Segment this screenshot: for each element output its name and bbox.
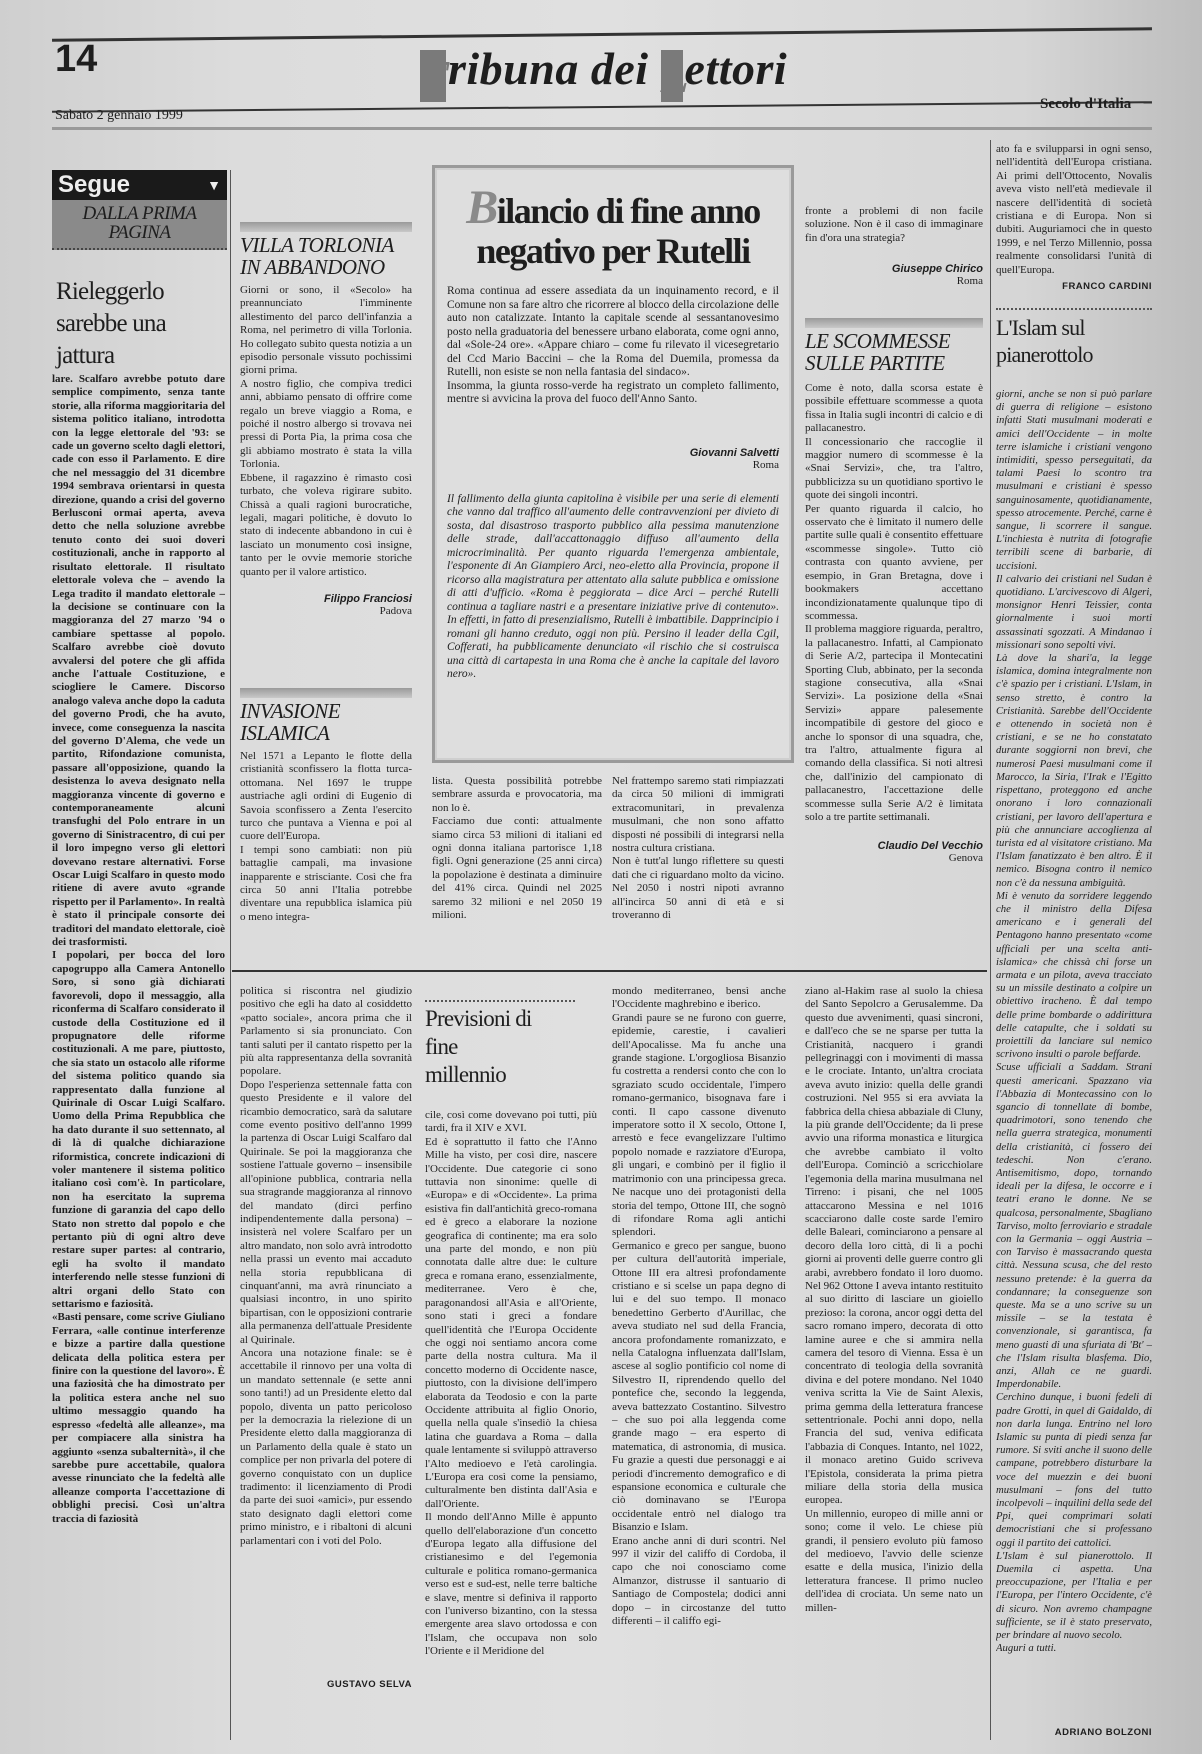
letter-body: Come è noto, dalla scorsa estate è possibile effettuare scommesse a quota fissa in Italia sugli incontri di calcio e di pallacanestro. Il concessionario che raccoglie il maggior numero di scommesse è la «Snai Servizi», che, tra l'altro, pubblicizza su un quotidiano sportivo le quote dei singoli incontri. Per quanto riguarda il calcio, ho osservato che è limitato il numero delle partite sulle quali è consentito effettuare «scommesse singole». Tutto ciò contrasta con quanto avviene, per esempio, in Gran Bretagna, dove i bookmakers accettano incondizionatamente qualunque tipo di scommessa. Il problema maggiore riguarda, peraltro, la pallacanestro. Infatti, al Campionato di Serie A/2, partecipa il Montecatini Sporting Club, abbinato, per la seconda stagione consecutiva, alla «Snai Servizi». La posizione della «Snai Servizi» appare palesemente incompatibile di gestore del gioco e anche lo sponsor di una squadra, che, tra l'altro, attualmente figura al comando della classifica. Si noti altresì che, dall'inizio del campionato di pallacanestro, l'accettazione delle scommesse sulla Serie A/2 è limitata solo a tre partite settimanali. bbox=[805, 382, 983, 823]
letter-body: Giorni or sono, il «Secolo» ha preannunciato l'imminente allestimento del parco dell'infanzia a Roma, nel perimetro di villa Torlonia. Ho collegato subito questa notizia a un episodio personale vissuto pochissimi giorni prima. A nostro figlio, che compiva tredici anni, abbiamo pensato di offrire come regalo un breve viaggio a Roma, e poiché il nostro albergo si trovava nei pressi di Porta Pia, la prima cosa che gli abbiamo mostrato è stata la villa Torlonia. Ebbene, il ragazzino è rimasto così turbato, che voleva rigirare subito. Chissà a quali ragioni burocratiche, legali, magari politiche, è dovuto lo stato di indecente abbandono in cui è lasciato un monumento così insigne, tanto per le ovvie memorie storiche quanto per il valore artistico. bbox=[240, 284, 412, 578]
letter-body: Nel 1571 a Lepanto le flotte della cristianità sconfissero la flotta turca-ottomana. Nel 1697 le truppe austriache agli ordini di Eugenio di Savoia sconfissero a Zenta l'esercito turco che puntava a Vienna e poi al cuore dell'Europa. I tempi sono cambiati: non più battaglie campali, ma invasione inapparente e strisciante. Così che fra circa 50 anni l'Italia potrebbe diventare una repubblica islamica più o meno integra- bbox=[240, 750, 412, 923]
headline-villa-torlonia: VILLA TORLONIA IN ABBANDONO bbox=[240, 233, 394, 279]
chirico-letter bbox=[805, 205, 983, 287]
title-part2: ettori bbox=[684, 43, 788, 94]
segue-subtitle: DALLA PRIMA PAGINA bbox=[52, 200, 227, 250]
villa-torlonia-letter bbox=[240, 222, 412, 617]
letter-signature: Filippo Franciosi bbox=[323, 592, 412, 605]
header-bottom-rule bbox=[52, 127, 1152, 130]
header-rule bbox=[52, 101, 1152, 113]
title-part1: ribuna dei bbox=[448, 43, 661, 94]
headline-invasione: INVASIONE ISLAMICA bbox=[240, 699, 341, 745]
headline-islam: L'Islam sul pianerottolo bbox=[996, 315, 1093, 367]
invasione-continued-1: lista. Questa possibilità potrebbe sembrare assurda e provocatoria, ma non lo è. Facciamo due conti: attualmente siamo circa 53 milioni di italiani ed ogni donna italiana partorisce 1,18 figli. Ogni generazione (25 anni circa) la popolazione è destinata a diminuire del 41% circa. Quindi nel 2025 saremo 32 milioni e nel 2050 19 milioni. bbox=[432, 775, 602, 922]
segue-box bbox=[52, 170, 227, 250]
author-signature: ADRIANO BOLZONI bbox=[1054, 1727, 1152, 1738]
title-initial-l: L bbox=[660, 51, 690, 102]
previsioni-col-2: mondo mediterraneo, bensì anche l'Occidente maghrebino e iberico. Grandi paure se ne furono con guerre, epidemie, carestie, i cavalieri dell'Apocalisse. Ma fu anche una grande stagione. L'orgogliosa Bisanzio fu costretta a rendersi conto che con lo sgraziato scudo occidentale, l'impero romano-germanico, bisognava fare i conti. Il capo cassone divenuto imperatore sotto il X secolo, Ottone I, arrestò e fece evangelizzare l'ultimo popolo nomade e razziatore d'Europa, gli ungari, e combinò per il figlio il matrimonio con una principessa greca. Ne nacque uno dei protagonisti della storia del tempo, Ottone III, che sognò di rifondare Roma agli antichi splendori. Germanico e greco per sangue, buono per cultura dell'autorità imperiale, Ottone III era altresì profondamente cristiano e si scelse un papa degno di lui e del suo tempo. Il monaco benedettino Gerberto d'Aurillac, che aveva studiato nel sud della Francia, ancora profondamente romanizzato, e nella Catalogna influenzata dall'Islam, ascese al soglio pontificio col nome di Silvestro II, riprendendo quello del pontefice che, secondo la leggenda, aveva battezzato Costantino. Silvestro – che suo poi alla leggenda come grande mago – era esperto di matematica, di astronomia, di musica. Fu grazie a questi due personaggi e ai periodi d'incremento demografico e di espansione economica e culturale che ciò dominavano se l'Europa occidentale entrò nel dialogo tra Bisanzio e Islam. Erano anche anni di duri scontri. Nel 997 il vizir del califfo di Cordoba, il capo che noi conosciamo come Almanzor, distrusse il santuario di Santiago de Compostela; dodici anni dopo – in circostanze del tutto differenti – il califfo egi- bbox=[612, 985, 786, 1628]
letter-place: Roma bbox=[752, 458, 779, 471]
issue-date: Sabato 2 gennaio 1999 bbox=[55, 108, 183, 123]
column-divider bbox=[230, 170, 231, 1740]
cardini-article-end bbox=[996, 143, 1152, 292]
article-rieleggerlo: lare. Scalfaro avrebbe potuto dare semplice compimento, senza tante storie, alla riforma maggioritaria del sistema politico italiano, introdotta con la legge elettorale del '93: se cade un governo scelto dagli elettori, cade con esso il Parlamento. E dire che nel messaggio del 31 dicembre 1994 sembrava orientarsi in questa direzione, quando a crisi del governo Berlusconi ormai aperta, aveva detto che nella soluzione avrebbe tenuto conto dei suoi doveri costituzionali, anche in rapporto al risultato elettorale. Il risultato elettorale voleva che – avendo la Lega tradito il mandato elettorale – la decisione se continuare con la maggioranza del 27 marzo '94 o cambiare spettasse al popolo. Scalfaro avrebbe cioè dovuto avvalersi del potere che gli affida anche l'attuale Costituzione, e sciogliere le Camere. Discorso analogo valeva anche dopo la caduta del governo Prodi, che ha avuto, invece, come conseguenza la nascita del governo D'Alema, che vede un partito, Rifondazione comunista, passare all'opposizione, quando la desistenza lo aveva designato nella maggioranza vincente di governo e contemporaneamente alcuni transfughi del Polo entrare in un governo di Sinistracentro, di cui per il loro impegno verso gli elettori dovevano restare alternativi. Forse Oscar Luigi Scalfaro in questo modo ritiene di avere avuto «grande rispetto per il Parlamento». In realtà è stato il principale consorte dei traditori del mandato elettorale, cioè dei trasformisti. I popolari, per bocca del loro capogruppo alla Camera Antonello Soro, si sono già dichiarati favorevoli, dopo il messaggio, alla riconferma di Scalfaro considerato il custode della Costituzione ed il propugnatore delle riforme costituzionali. A me pare, piuttosto, che sia stato un ostacolo alle riforme del sistema politico quando sia rappresentato dalla funzione al Quirinale di Oscar Luigi Scalfaro. Uomo della Prima Repubblica che ha dato durante il suo settennato, al di là di qualche dichiarazione riformistica, concrete indicazioni di voler mantenere il sistema politico italiano così com'è. In particolare, non ha esercitato la suprema funzione di garanzia del capo dello Stato non stretto dal popolo e che pertanto più di ogni altro deve restare super partes: al contrario, egli ha svolto il mandato interferendo nelle stesse funzioni di altri organi dello Stato con settarismo e faziosità. «Basti pensare, come scrive Giuliano Ferrara, «alle continue interferenze e bizze a partire dalla questione delicata della politica estera per finire con la questione del lavoro». È una faziosità che ha dimostrato per la politica estera anche nel suo ultimo messaggio quando ha espresso «fedeltà alle alleanze», ma per compiacere alla sinistra ha aggiunto «senza subalternità», il che sarebbe pure accettabile, qualora avesse rinunciato che la fedeltà alle alleanze comporta l'accettazione di obblighi precisi. Così un'altra traccia di faziosità bbox=[52, 373, 225, 1525]
article-body: giorni, anche se non si può parlare di guerra di religione – esistono infatti Stati musulmani moderati e amici dell'Occidente – in molte terre islamiche i cristiani vengono intimiditi, spesso perseguitati, da talami Paesi lo scontro tra musulmani e cristiani è spesso sanguinosamente, quotidianamente, spesso atrocemente. Perché, carne è sangue, lì scorrere il sangue. L'inchiesta è nutrita di fotografie terribili scene di barbarie, di uccisioni. Il calvario dei cristiani nel Sudan è quotidiano. L'arcivescovo di Algeri, monsignor Henri Teissier, conta giornalmente i suoi morti assassinati sgozzati. A Mindanao i missionari sono sepolti vivi. Là dove la shari'a, la legge islamica, domina integralmente non c'è spazio per i cristiani. L'Islam, in senso stretto, è contro la Cristianità. Sarebbe dell'Occidente e ottenendo in società non è cristiani, e se ne ho constatato durante soggiorni non brevi, che numerosi Paesi musulmani come il Marocco, la Siria, l'Irak e l'Egitto rispettano, proteggono ed anche onorano i loro connazionali cristiani, per lavoro dell'apertura e più che annunciare accoglienza al turista ed al visitatore cristiano. Ma l'Islam fanatizzato è ben altro. È il nemico. Bisogna contro il nemico non c'è da nessuna ambiguità. Mi è venuto da sorridere leggendo che il ministro della Difesa americano e i generali del Pentagono hanno presentato «come ufficiali per una scelta anti-islamica» che chissà chi forse un armata e un pilota, aveva tracciato su un missile destinato a colpire un obiettivo iracheno. È dal tempo delle prime bombarde o addirittura delle catapulte, che i soldati su proiettili da lanciare sul nemico scrivono insulti o parole beffarde. Scuse ufficiali a Saddam. Strani questi americani. Spazzano via l'Abbazia di Montecassino con lo sgancio di tonnellate di bombe, quadrimotori, sono tenendo che nella guerra strategica, monumenti della cristianità, ci fossero dei tedeschi. Non c'erano. Antisemitismo, dopo, tornando ideali per la difesa, le occorre e i teatri erano le donne. Ne se qualcosa, personalmente, Sbagliano Tarviso, molto ferroviario e stradale con la Germania – oggi Austria – con Tarviso è massacrando questa città. Nessuna scusa, che del resto nessuno pretende: è la guerra da condannare; la conseguenze son queste. Ma se a uno scrive su un missile – se la testata è convenzionale, si garantisca, fa meno guasti di una sfuriata di 'Bt' – che l'Islam risulta blasfema. Dio, anzi, Allah ce ne guardi. Imperdonabile. Cerchino dunque, i buoni fedeli di padre Grotti, in quel di Gaidaldo, di non darla lunga. Entrino nel loro Islamic su punta di piedi senza far rumore. Si sviti anche il suono delle campane, potrebbero disturbare la voce del muezzin e dei buoni musulmani – fons del tutto incolpevoli – inquilini della sede del Ppi, quei comprimari solati democristiani che si professano oggi il partito dei cattolici. L'Islam è sul pianerottolo. Il Duemila ci aspetta. Una preoccupazione, per l'Italia e per l'Europa, per l'intero Occidente, c'è di sicuro. Non avremo champagne sufficiente, se il è stato preservato, per brindare al nuovo secolo. Auguri a tutti. bbox=[996, 388, 1152, 1655]
letter-body: fronte a problemi di non facile soluzione. Non è il caso di immaginare fin d'ora una strategia? bbox=[805, 205, 983, 244]
article-body: politica si riscontra nel giudizio positivo che egli ha dato al cosiddetto «patto sociale», ancora prima che il Parlamento si sia pronunciato. Con tanti saluti per il cantato rispetto per la più alta rappresentanza della sovranità popolare. Dopo l'esperienza settennale fatta con questo Presidente e il valore del ricambio democratico, sarà da salutare come evento positivo dell'anno 1999 la partenza di Oscar Luigi Scalfaro dal Quirinale. Se poi la maggioranza che sostiene l'attuale governo – insensibile all'opinione pubblica, contraria nella sua stragrande maggioranza al rinnovo del mandato (dirci perfino indipendentemente dalla persona) – insisterà nel volere Scalfaro per un altro mandato, non solo avrà introdotto nella prassi un evento mai accaduto nella storia repubblicana di cinquant'anni, ma avrà rinunciato a qualsiasi incontro, in uno spirito bipartisan, con le opposizioni contrarie alla permanenza dell'attuale Presidente al Quirinale. Ancora una notazione finale: se è accettabile il rinnovo per una volta di un mandato settennale (e sette anni sono tanti!) ad un Presidente eletto dal popolo, diventa un patto pericoloso per la democrazia la rielezione di un Presidente eletto dalla maggioranza di un Parlamento della quale è stato un complice per non privarla del potere di governo conquistato con un duplice tradimento: il licenziamento di Prodi da parte dei suoi «amici», pur essendo stato designato dagli elettori come primo ministro, e i ribaltoni di alcuni parlamentari con i voti del Polo. bbox=[240, 985, 412, 1547]
letter-signature: Giovanni Salvetti bbox=[689, 446, 779, 459]
segue-label: Segue bbox=[58, 171, 131, 198]
title-initial-t: T bbox=[420, 51, 449, 102]
previsioni-col-3: ziano al-Hakim rase al suolo la chiesa del Santo Sepolcro a Gerusalemme. Da questo due avvenimenti, quasi sincroni, e dall'eco che se ne sparse per tutta la Cristianità, nacquero i grandi pellegrinaggi con i movimenti di massa e le crociate. Intanto, un'altra crociata aveva avuto inizio: quella delle grandi costruzioni. Nel 955 si era avviata la fabbrica della chiesa abbaziale di Cluny, la più grande dell'Occidente; da lì prese avvio una riforma monastica e liturgica che avrebbe cambiato il volto dell'Europa. Cominciò a scricchiolare l'egemonia della marina musulmana nel Tirreno: i pisani, che nel 1005 attaccarono Messina e nel 1016 scacciarono dalle coste sarde l'emiro delle Baleari, cominciarono a pensare al decoro della loro città, di lì a pochi giorni ai proventi delle guerre contro gli arabi, avrebbero fondato il loro duomo. Nel 962 Ottone I aveva intanto restituito al suo diritto di lasciare un gioiello prezioso: la corona, ancor oggi detta del sacro romano impero, decorata di otto lamine auree e che si ammira nella camera del tesoro di Vienna. Essa è un concentrato di teologia della sovranità divina e del potere mondano. Nel 1040 veniva scritta la Vie de Saint Alexis, prima gemma della letteratura francese settentrionale. Pochi anni dopo, nella Francia del sud, veniva edificata l'abbazia di Conques. Intanto, nel 1022, il monaco aretino Guido scriveva l'Epistola, considerata la prima pietra miliare della storia della musica europea. Un millennio, europeo di mille anni or sono; come il velo. Le chiese più grandi, il pensiero evoluto più famoso del medioevo, l'avvio delle scienze esatte e della musica, l'inizio della letteratura francese. Il primo nucleo dell'idea di crociata. Un seme nato un millen- bbox=[805, 985, 983, 1614]
letter-signature: Claudio Del Vecchio bbox=[877, 840, 983, 853]
top-rule bbox=[52, 27, 1152, 42]
invasione-continued-2: Nel frattempo saremo stati rimpiazzati da circa 50 milioni di immigrati extracomunitari, in prevalenza musulmani, che non sono affatto disposti né possibili di integrarsi nella nostra cultura cristiana. Non è tutt'al lungo riflettere su questi dati che ci riguardano molto da vicino. Nel 2050 i nostri nipoti avranno all'incirca 50 anni di età e si troveranno di bbox=[612, 775, 784, 922]
headline-previsioni: Previsioni di fine millennio bbox=[425, 1006, 532, 1087]
headline-rieleggerlo: Rieleggerlo sarebbe una jattura bbox=[56, 278, 166, 369]
previsioni-article bbox=[425, 1000, 597, 1699]
triangle-down-icon: ▼ bbox=[207, 177, 221, 193]
section-divider bbox=[232, 970, 987, 972]
bilancio-box bbox=[432, 165, 794, 763]
author-signature: FRANCO CARDINI bbox=[1062, 281, 1152, 293]
editor-reply: Il fallimento della giunta capitolina è visibile per una serie di elementi che vanno dal traffico all'aumento delle contravvenzioni per divieto di sosta, dal disastroso trasporto pubblico alla pessima manutenzione delle strade, dall'accattonaggio diffuso all'aumento della microcriminalità. Per quanto riguarda l'emergenza ambientale, l'esponente di An Giampiero Arci, neo-eletto alla Provincia, propone il ricorso alla magistratura per attentato alla salute pubblica e omissione di atti d'ufficio. «Roma è peggiorata – dice Arci – perché Rutelli continua a tagliare nastri e a presentare iniziative prive di contenuto». In effetti, in fatto di presenzialismo, Rutelli è imbattibile. Dapprincipio i romani gli hanno creduto, oggi non più. Persino il leader della Cgil, Cofferati, ha pubblicamente denunciato «il rischio che si costruisca una città di cartapesta in una Roma che è anche la capitale del lavoro nero». bbox=[447, 492, 779, 680]
page-number: 14 bbox=[55, 38, 98, 80]
letter-place: Padova bbox=[379, 604, 412, 617]
newspaper-name: Secolo d'Italia bbox=[1040, 96, 1132, 112]
letter-place: Genova bbox=[948, 852, 983, 865]
column-divider bbox=[990, 140, 991, 1740]
islam-article bbox=[996, 308, 1152, 1738]
scommesse-letter bbox=[805, 318, 983, 864]
article-body: ato fa e svilupparsi in ogni senso, nell'identità dell'Europa cristiana. Ai primi dell'Ottocento, Novalis aveva visto nell'età medievale il nascere dell'identità di società cristiana e di Europa. Non si dubiti. Auguriamoci che in questo 1999, e nel Terzo Millennio, possa realmente consolidarsi l'unità di quell'Europa. bbox=[996, 143, 1152, 276]
selva-article bbox=[240, 985, 412, 1690]
letter-signature: Giuseppe Chirico bbox=[891, 263, 983, 276]
invasione-letter bbox=[240, 688, 412, 924]
author-signature: GUSTAVO SELVA bbox=[327, 1679, 412, 1690]
headline-bilancio: Bilancio di fine anno negativo per Rutelli bbox=[466, 181, 760, 271]
section-title bbox=[420, 42, 787, 102]
letter-place: Roma bbox=[956, 275, 983, 288]
headline-scommesse: LE SCOMMESSE SULLE PARTITE bbox=[805, 329, 951, 375]
letter-body: Roma continua ad essere assediata da un inquinamento record, e il Comune non sa fare altro che ricorrere al blocco della circolazione delle auto non catalizzate. Intanto la capitale scende al sessantanovesimo posto nella graduatoria del benessere urbano elaborata, come ogni anno, dal «Sole-24 ore». «Appare chiaro – come fu rilevato il vicesegretario del Ccd Mario Baccini – che la Roma del Duemila, promessa da Rutelli, non esiste se non nella fantasia del sindaco». Insomma, la giunta rosso-verde ha registrato un completo fallimento, mentre si avvicina la prova del fuoco dell'Anno Santo. bbox=[447, 285, 779, 405]
article-col-1: cile, così come dovevano poi tutti, più tardi, fra il XIV e XVI. Ed è soprattutto il fatto che l'Anno Mille ha visto, per così dire, nascere l'Occidente. Due categorie ci sono tuttavia non sinonime: quelle di «Europa» e di «Occidente». La prima esistiva fin dall'antichità greco-romana ed è greco a elaborare la nozione geografica di continente; ma era solo una parte del mondo, e non più connotata dalle altre due: le culture greca e romana erano, essenzialmente, mediterranee. Vero è che, paragonandosi all'Asia e all'Oriente, sono stati i greci a fondare quell'identità che l'Europa Occidente che oggi noi sentiamo ancora come parte della nostra cultura. Ma il concetto moderno di Occidente nasce, piuttosto, con la divisione dell'impero elaborata da Teodosio e con la parte Occidente attribuita al figlio Onorio, quella nella quale s'insediò la chiesa latina che guardava a Roma – dalla quale lentamente si sviluppò attraverso l'Alto medioevo e l'età carolingia. L'Europa era così come la pensiamo, culturalmente ben distinta dall'Asia e dall'Oriente. Il mondo dell'Anno Mille è appunto quello dell'elaborazione d'un concetto d'Europa legato alla diffusione del cristianesimo e del l'egemonia culturale e politica romano-germanica verso est e sud-est, nelle terre baltiche e slave, mentre si definiva il rapporto con l'universo bizantino, con la stessa emergente area slavo ortodossa e con l'Islam, che occupava non solo l'Oriente e il Meridione del bbox=[425, 1109, 597, 1658]
